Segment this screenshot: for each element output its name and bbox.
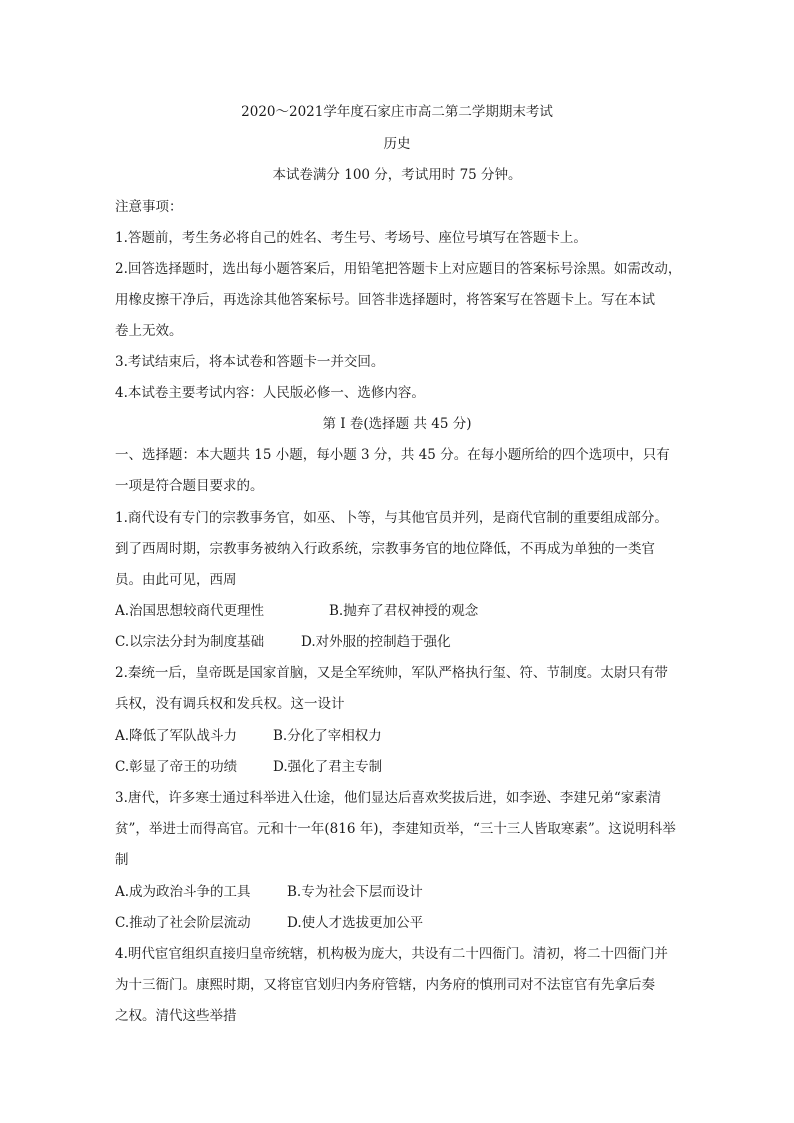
q2-stem-line-2: 兵权，没有调兵权和发兵权。这一设计 (115, 696, 345, 712)
q1-options-row-1 (115, 601, 478, 621)
q3-option-c: C.推动了社会阶层流动 (115, 915, 251, 931)
note-2-line-2: 用橡皮擦干净后，再选涂其他答案标号。回答非选择题时，将答案写在答题卡上。写在本试 (115, 292, 655, 308)
q2-options-row-1 (115, 726, 382, 746)
q4-stem-line-2: 为十三衙门。康熙时期，又将宦官划归内务府管辖，内务府的慎刑司对不法宦官有先拿后奏 (115, 977, 655, 993)
q1-stem-line-2: 到了西周时期，宗教事务被纳入行政系统，宗教事务官的地位降低，不再成为单独的一类官 (115, 541, 655, 557)
q3-stem-line-3: 制 (115, 852, 129, 868)
exam-subject: 历史 (383, 136, 411, 152)
q3-options-row-2 (115, 913, 423, 933)
section-title: 第 I 卷(选择题 共 45 分) (322, 416, 472, 432)
note-1: 1.答题前，考生务必将自己的姓名、考生号、考场号、座位号填写在答题卡上。 (115, 230, 587, 246)
q2-options-row-2 (115, 757, 382, 777)
exam-title: 2020～2021学年度石家庄市高二第二学期期末考试 (241, 104, 553, 120)
note-2-line-1: 2.回答选择题时，选出每小题答案后，用铅笔把答题卡上对应题目的答案标号涂黑。如需改动， (115, 261, 682, 277)
exam-info: 本试卷满分 100 分，考试用时 75 分钟。 (272, 167, 522, 183)
q3-stem-line-1: 3.唐代，许多寒士通过科举进入仕途，他们显达后喜欢奖拔后进，如李逊、李建兄弟“家素清 (115, 790, 662, 806)
q1-option-c: C.以宗法分封为制度基础 (115, 634, 265, 650)
q1-option-a: A.治国思想较商代更理性 (115, 603, 265, 619)
q1-option-d: D.对外服的控制趋于强化 (301, 634, 451, 650)
q1-options-row-2 (115, 632, 451, 652)
q1-stem-line-3: 员。由此可见，西周 (115, 572, 237, 588)
q3-stem-line-2: 贫”，举进士而得高官。元和十一年(816 年)，李建知贡举，“三十三人皆取寒素”。这说明科举 (115, 821, 676, 837)
note-4: 4.本试卷主要考试内容：人民版必修一、选修内容。 (115, 385, 425, 401)
q3-option-d: D.使人才选拔更加公平 (287, 915, 424, 931)
q3-option-a: A.成为政治斗争的工具 (115, 884, 251, 900)
q3-options-row-1 (115, 882, 423, 902)
section-intro-line-2: 一项是符合题目要求的。 (115, 478, 264, 494)
q4-stem-line-3: 之权。清代这些举措 (115, 1008, 237, 1024)
q1-option-b: B.抛弃了君权神授的观念 (329, 603, 479, 619)
note-2-line-3: 卷上无效。 (115, 323, 183, 339)
q2-option-a: A.降低了军队战斗力 (115, 728, 238, 744)
q2-option-b: B.分化了宰相权力 (273, 728, 382, 744)
notes-heading: 注意事项： (115, 199, 183, 215)
q2-stem-line-1: 2.秦统一后，皇帝既是国家首脑，又是全军统帅，军队严格执行玺、符、节制度。太尉只有带 (115, 665, 668, 681)
note-3: 3.考试结束后，将本试卷和答题卡一并交回。 (115, 354, 385, 370)
q2-option-d: D.强化了君主专制 (273, 759, 383, 775)
q1-stem-line-1: 1.商代设有专门的宗教事务官，如巫、卜等，与其他官员并列，是商代官制的重要组成部分。 (115, 510, 668, 526)
section-intro-line-1: 一、选择题：本大题共 15 小题，每小题 3 分，共 45 分。在每小题所给的四个选项中，只有 (115, 447, 670, 463)
q4-stem-line-1: 4.明代宦官组织直接归皇帝统辖，机构极为庞大，共设有二十四衙门。清初，将二十四衙门并 (115, 946, 668, 962)
q3-option-b: B.专为社会下层而设计 (287, 884, 423, 900)
q2-option-c: C.彰显了帝王的功绩 (115, 759, 238, 775)
